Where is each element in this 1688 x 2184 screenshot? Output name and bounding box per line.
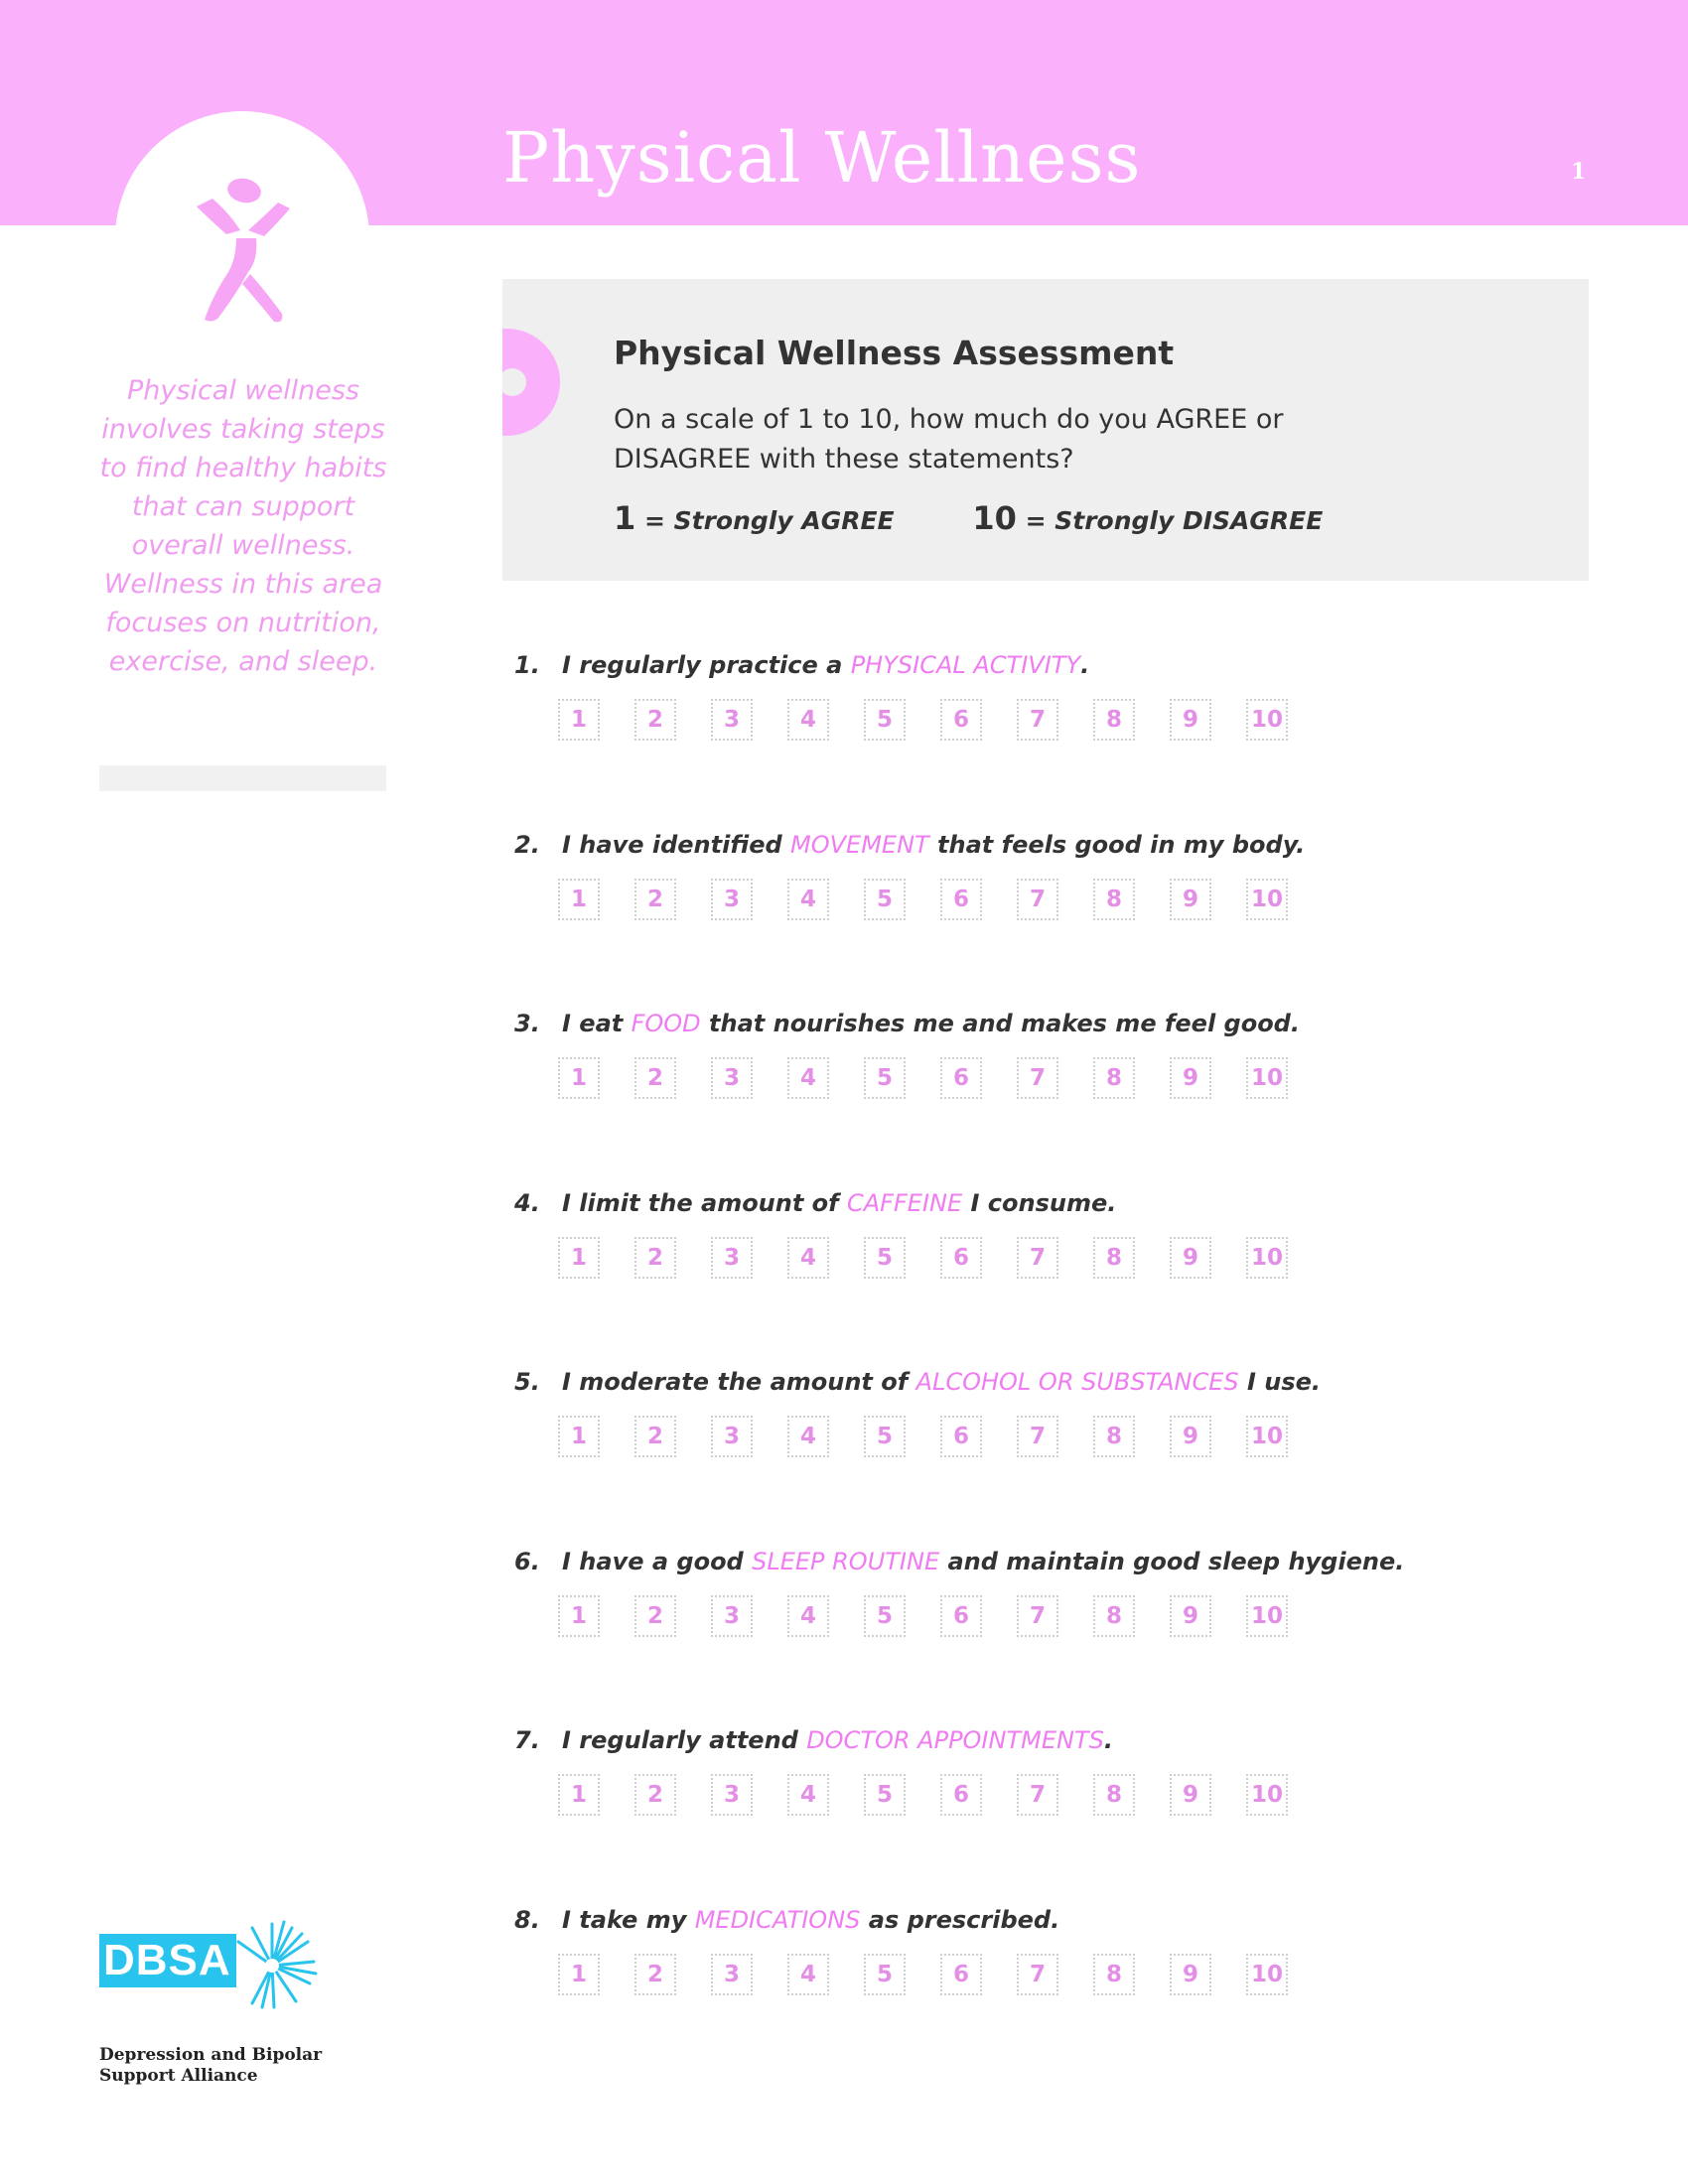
accent-circle-icon (502, 329, 560, 436)
question-text (514, 831, 1607, 859)
scale-number: 1 (614, 499, 636, 537)
dbsa-logo (99, 1932, 316, 2021)
rating-option-10[interactable]: 10 (1246, 699, 1288, 741)
rating-option-6[interactable]: 6 (940, 879, 982, 920)
rating-scale (514, 1595, 1607, 1641)
question-text-after: and maintain good sleep hygiene. (939, 1547, 1405, 1575)
question-text-before: I take my (562, 1905, 695, 1934)
rating-option-7[interactable]: 7 (1017, 1774, 1058, 1816)
scale-number: 10 (972, 499, 1017, 537)
question-text-after: . (1103, 1726, 1113, 1754)
question-number: 8. (514, 1905, 540, 1934)
person-figure-icon (179, 169, 308, 338)
question-item (514, 1726, 1607, 1820)
question-text (514, 1726, 1607, 1754)
rating-option-6[interactable]: 6 (940, 1595, 982, 1637)
rating-scale (514, 1237, 1607, 1283)
rating-option-8[interactable]: 8 (1093, 1416, 1135, 1457)
rating-option-4[interactable]: 4 (787, 699, 829, 741)
scale-legend-item (614, 499, 895, 537)
question-text-before: I regularly practice a (562, 651, 851, 679)
rating-option-8[interactable]: 8 (1093, 1774, 1135, 1816)
rating-option-7[interactable]: 7 (1017, 699, 1058, 741)
question-text-after: as prescribed. (860, 1905, 1060, 1934)
question-text-after: that nourishes me and makes me feel good. (700, 1010, 1300, 1037)
rating-scale (514, 1416, 1607, 1461)
rating-option-2[interactable]: 2 (634, 1774, 676, 1816)
rating-option-9[interactable]: 9 (1170, 879, 1211, 920)
rating-option-3[interactable]: 3 (711, 1057, 753, 1099)
rating-option-8[interactable]: 8 (1093, 879, 1135, 920)
assessment-instructions: On a scale of 1 to 10, how much do you AGREE or DISAGREE with these statements? (614, 404, 1284, 475)
rating-option-6[interactable]: 6 (940, 1954, 982, 1995)
rating-option-8[interactable]: 8 (1093, 1057, 1135, 1099)
rating-option-5[interactable]: 5 (864, 1237, 906, 1279)
starburst-icon (226, 1920, 318, 2011)
scale-legend-item (972, 499, 1323, 537)
question-keyword: PHYSICAL ACTIVITY (850, 651, 1081, 679)
question-text (514, 651, 1607, 679)
rating-option-2[interactable]: 2 (634, 1954, 676, 1995)
rating-option-1[interactable]: 1 (558, 1774, 600, 1816)
rating-option-10[interactable]: 10 (1246, 879, 1288, 920)
rating-option-9[interactable]: 9 (1170, 1057, 1211, 1099)
rating-option-10[interactable]: 10 (1246, 1954, 1288, 1995)
rating-option-1[interactable]: 1 (558, 879, 600, 920)
question-text (514, 1189, 1607, 1217)
rating-option-8[interactable]: 8 (1093, 699, 1135, 741)
assessment-title: Physical Wellness Assessment (614, 334, 1175, 372)
question-keyword: SLEEP ROUTINE (752, 1547, 940, 1575)
question-keyword: MEDICATIONS (694, 1905, 861, 1934)
rating-option-6[interactable]: 6 (940, 699, 982, 741)
question-keyword: MOVEMENT (790, 830, 929, 859)
question-text (514, 1906, 1607, 1934)
rating-option-4[interactable]: 4 (787, 1774, 829, 1816)
rating-option-9[interactable]: 9 (1170, 1595, 1211, 1637)
rating-option-9[interactable]: 9 (1170, 1774, 1211, 1816)
rating-option-2[interactable]: 2 (634, 1237, 676, 1279)
rating-option-5[interactable]: 5 (864, 1416, 906, 1457)
question-item (514, 1010, 1607, 1103)
question-number: 7. (514, 1726, 540, 1754)
question-text-after: . (1080, 651, 1090, 679)
rating-option-1[interactable]: 1 (558, 1237, 600, 1279)
sidebar-divider (99, 765, 386, 791)
scale-legend (614, 499, 1323, 537)
rating-option-5[interactable]: 5 (864, 699, 906, 741)
rating-option-6[interactable]: 6 (940, 1057, 982, 1099)
question-text-after: that feels good in my body. (928, 830, 1306, 859)
rating-option-5[interactable]: 5 (864, 879, 906, 920)
rating-option-3[interactable]: 3 (711, 879, 753, 920)
question-number: 1. (514, 651, 540, 679)
rating-option-2[interactable]: 2 (634, 879, 676, 920)
question-item (514, 1548, 1607, 1641)
rating-option-2[interactable]: 2 (634, 1595, 676, 1637)
question-item (514, 1906, 1607, 1999)
rating-option-10[interactable]: 10 (1246, 1595, 1288, 1637)
rating-option-7[interactable]: 7 (1017, 1954, 1058, 1995)
rating-option-7[interactable]: 7 (1017, 1057, 1058, 1099)
question-text-after: I use. (1238, 1368, 1322, 1396)
scale-label: = Strongly AGREE (643, 506, 895, 535)
question-text-before: I moderate the amount of (562, 1368, 916, 1396)
sidebar-description: Physical wellness involves taking steps to find healthy habits that can support overall wellness. Wellness in this area focuses on nutrition, exercise, and sleep. (99, 375, 387, 677)
rating-option-1[interactable]: 1 (558, 1595, 600, 1637)
rating-scale (514, 1774, 1607, 1820)
question-keyword: ALCOHOL OR SUBSTANCES (915, 1368, 1239, 1396)
question-text-before: I have a good (562, 1547, 753, 1575)
rating-option-4[interactable]: 4 (787, 1954, 829, 1995)
rating-scale (514, 699, 1607, 745)
question-keyword: FOOD (631, 1010, 701, 1037)
rating-scale (514, 879, 1607, 924)
rating-option-3[interactable]: 3 (711, 1416, 753, 1457)
scale-label: = Strongly DISAGREE (1025, 506, 1324, 535)
rating-option-9[interactable]: 9 (1170, 1237, 1211, 1279)
rating-option-5[interactable]: 5 (864, 1595, 906, 1637)
rating-option-2[interactable]: 2 (634, 1416, 676, 1457)
rating-option-3[interactable]: 3 (711, 699, 753, 741)
rating-option-3[interactable]: 3 (711, 1237, 753, 1279)
question-number: 2. (514, 830, 540, 859)
rating-option-2[interactable]: 2 (634, 699, 676, 741)
org-name (99, 2045, 357, 2087)
assessment-panel (502, 279, 1589, 581)
rating-scale (514, 1057, 1607, 1103)
rating-option-10[interactable]: 10 (1246, 1057, 1288, 1099)
question-text-before: I regularly attend (562, 1726, 807, 1754)
rating-option-3[interactable]: 3 (711, 1774, 753, 1816)
question-text-before: I have identified (562, 830, 791, 859)
question-number: 5. (514, 1368, 540, 1396)
rating-option-1[interactable]: 1 (558, 1954, 600, 1995)
rating-option-9[interactable]: 9 (1170, 699, 1211, 741)
rating-option-3[interactable]: 3 (711, 1954, 753, 1995)
rating-scale (514, 1954, 1607, 1999)
rating-option-4[interactable]: 4 (787, 1057, 829, 1099)
rating-option-3[interactable]: 3 (711, 1595, 753, 1637)
rating-option-9[interactable]: 9 (1170, 1954, 1211, 1995)
page-number: 1 (1571, 159, 1587, 185)
rating-option-7[interactable]: 7 (1017, 1237, 1058, 1279)
question-number: 4. (514, 1188, 540, 1217)
question-number: 3. (514, 1010, 540, 1037)
rating-option-8[interactable]: 8 (1093, 1595, 1135, 1637)
question-text-before: I limit the amount of (562, 1188, 847, 1217)
question-text (514, 1010, 1607, 1037)
rating-option-8[interactable]: 8 (1093, 1237, 1135, 1279)
rating-option-7[interactable]: 7 (1017, 879, 1058, 920)
question-keyword: CAFFEINE (846, 1188, 963, 1217)
rating-option-4[interactable]: 4 (787, 1237, 829, 1279)
page-title: Physical Wellness (502, 117, 1142, 199)
org-name-line: Support Alliance (99, 2066, 258, 2086)
question-item (514, 651, 1607, 745)
rating-option-1[interactable]: 1 (558, 1416, 600, 1457)
rating-option-8[interactable]: 8 (1093, 1954, 1135, 1995)
question-keyword: DOCTOR APPOINTMENTS (806, 1726, 1104, 1754)
question-item (514, 1189, 1607, 1283)
rating-option-5[interactable]: 5 (864, 1954, 906, 1995)
rating-option-5[interactable]: 5 (864, 1774, 906, 1816)
rating-option-10[interactable]: 10 (1246, 1416, 1288, 1457)
question-number: 6. (514, 1547, 540, 1575)
rating-option-10[interactable]: 10 (1246, 1774, 1288, 1816)
rating-option-6[interactable]: 6 (940, 1416, 982, 1457)
rating-option-9[interactable]: 9 (1170, 1416, 1211, 1457)
rating-option-10[interactable]: 10 (1246, 1237, 1288, 1279)
question-text (514, 1548, 1607, 1575)
org-name-line: Depression and Bipolar (99, 2045, 323, 2065)
question-item (514, 1368, 1607, 1461)
rating-option-2[interactable]: 2 (634, 1057, 676, 1099)
rating-option-4[interactable]: 4 (787, 1416, 829, 1457)
rating-option-4[interactable]: 4 (787, 1595, 829, 1637)
rating-option-4[interactable]: 4 (787, 879, 829, 920)
rating-option-5[interactable]: 5 (864, 1057, 906, 1099)
question-text-after: I consume. (962, 1188, 1117, 1217)
rating-option-7[interactable]: 7 (1017, 1416, 1058, 1457)
rating-option-6[interactable]: 6 (940, 1774, 982, 1816)
question-item (514, 831, 1607, 924)
rating-option-6[interactable]: 6 (940, 1237, 982, 1279)
rating-option-1[interactable]: 1 (558, 1057, 600, 1099)
rating-option-7[interactable]: 7 (1017, 1595, 1058, 1637)
rating-option-1[interactable]: 1 (558, 699, 600, 741)
dbsa-logo-text: DBSA (99, 1934, 236, 1987)
question-text-before: I eat (562, 1010, 632, 1037)
question-text (514, 1368, 1607, 1396)
